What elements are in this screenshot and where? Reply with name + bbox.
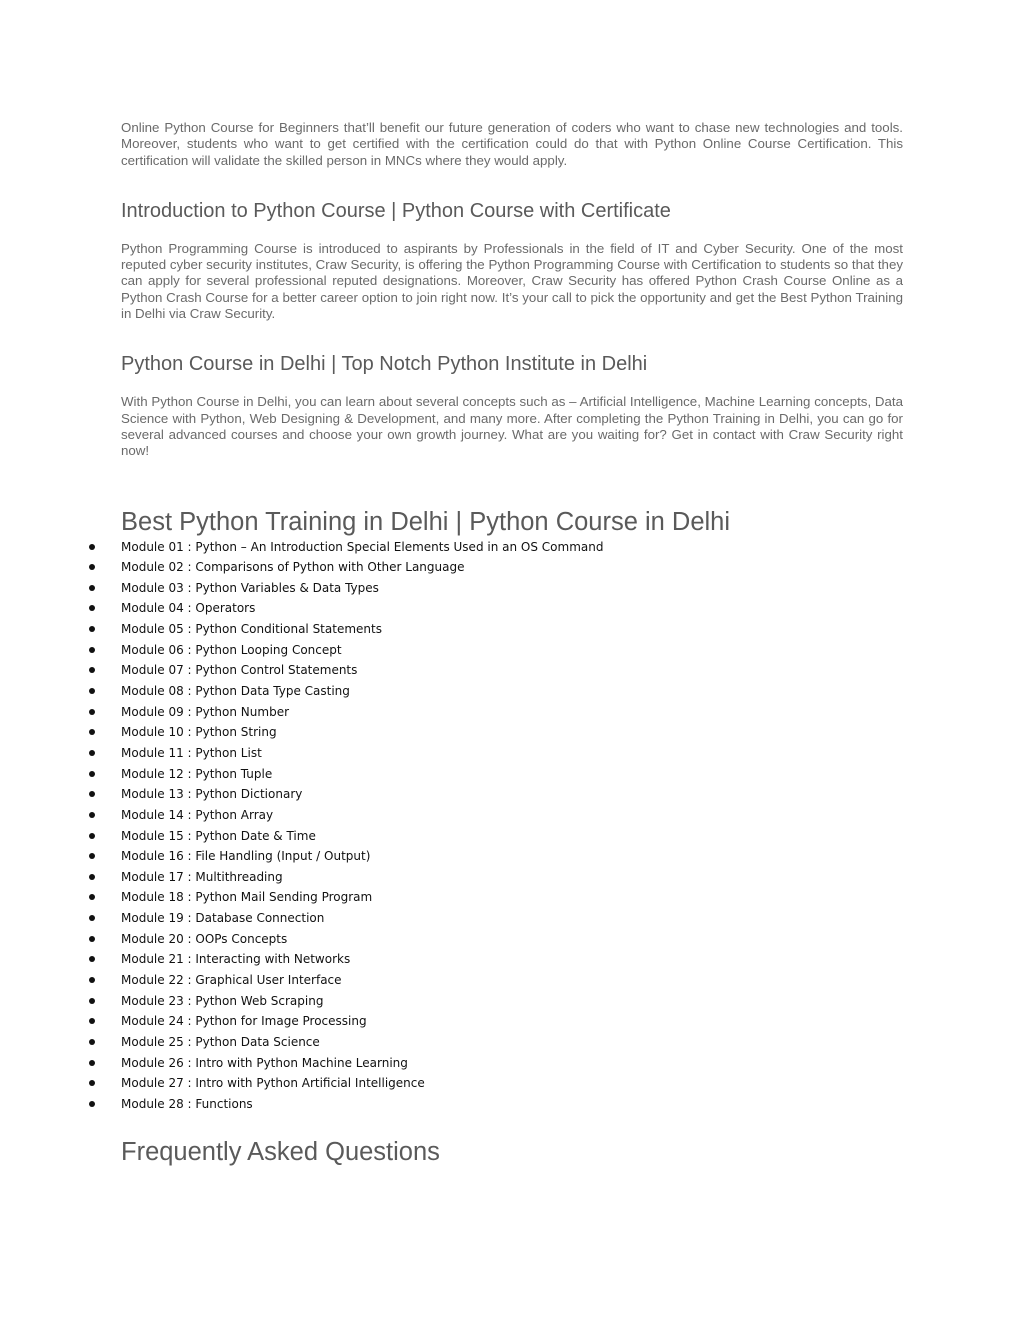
module-list-item: [121, 704, 903, 725]
module-list-item: [121, 910, 903, 931]
module-list-item: [121, 889, 903, 910]
module-list-item: [121, 662, 903, 683]
module-list-item: [121, 1096, 903, 1117]
bullet-icon: [89, 688, 95, 694]
module-list-item: [121, 621, 903, 642]
bullet-icon: [89, 956, 95, 962]
module-label: Module 24 : Python for Image Processing: [121, 1014, 367, 1029]
bullet-icon: [89, 729, 95, 735]
module-label: Module 19 : Database Connection: [121, 911, 325, 926]
module-list-item: [121, 828, 903, 849]
bullet-icon: [89, 709, 95, 715]
bullet-icon: [89, 874, 95, 880]
bullet-icon: [89, 894, 95, 900]
module-label: Module 15 : Python Date & Time: [121, 828, 316, 843]
bullet-icon: [89, 833, 95, 839]
module-label: Module 28 : Functions: [121, 1096, 253, 1111]
module-label: Module 22 : Graphical User Interface: [121, 973, 342, 988]
bullet-icon: [89, 750, 95, 756]
module-label: Module 01 : Python – An Introduction Special Elements Used in an OS Command: [121, 539, 604, 554]
module-label: Module 06 : Python Looping Concept: [121, 642, 342, 657]
module-label: Module 08 : Python Data Type Casting: [121, 684, 350, 699]
module-label: Module 12 : Python Tuple: [121, 766, 273, 781]
bullet-icon: [89, 936, 95, 942]
module-list-item: [121, 1013, 903, 1034]
module-list: [121, 539, 903, 1117]
bullet-icon: [89, 1018, 95, 1024]
module-list-item: [121, 683, 903, 704]
bullet-icon: [89, 915, 95, 921]
module-label: Module 02 : Comparisons of Python with Other Language: [121, 560, 465, 575]
bullet-icon: [89, 1060, 95, 1066]
module-label: Module 20 : OOPs Concepts: [121, 931, 288, 946]
module-label: Module 09 : Python Number: [121, 704, 290, 719]
bullet-icon: [89, 605, 95, 611]
bullet-icon: [89, 853, 95, 859]
document-page: [121, 120, 903, 1167]
module-label: Module 05 : Python Conditional Statements: [121, 622, 382, 637]
intro-course-paragraph: Python Programming Course is introduced to aspirants by Professionals in the field of IT and Cyber Security. One of the most reputed cyber security institutes, Craw Security, is offering the Python Programming Course with Certification to students so that they can apply for several professional reputed designations. Moreover, Craw Security has offered Python Crash Course Online as a Python Crash Course for a better career option to join right now. It’s your call to pick the opportunity and get the Best Python Training in Delhi via Craw Security.: [121, 240, 903, 322]
bullet-icon: [89, 544, 95, 550]
module-label: Module 26 : Intro with Python Machine Learning: [121, 1055, 408, 1070]
bullet-icon: [89, 977, 95, 983]
bullet-icon: [89, 771, 95, 777]
module-label: Module 14 : Python Array: [121, 807, 274, 822]
module-label: Module 07 : Python Control Statements: [121, 663, 358, 678]
module-list-item: [121, 559, 903, 580]
module-list-item: [121, 869, 903, 890]
module-list-item: [121, 972, 903, 993]
module-list-item: [121, 786, 903, 807]
module-list-item: [121, 1075, 903, 1096]
delhi-course-paragraph: With Python Course in Delhi, you can learn about several concepts such as – Artificial Intelligence, Machine Learning concepts, Data Science with Python, Web Designing & Development, and many more. After completing the Python Training in Delhi, you can go for several advanced courses and choose your own growth journey. What are you waiting for? Get in contact with Craw Security right now!: [121, 394, 903, 459]
module-label: Module 04 : Operators: [121, 601, 256, 616]
bullet-icon: [89, 812, 95, 818]
module-label: Module 11 : Python List: [121, 745, 262, 760]
module-label: Module 21 : Interacting with Networks: [121, 952, 351, 967]
module-label: Module 23 : Python Web Scraping: [121, 993, 324, 1008]
module-list-item: [121, 539, 903, 560]
module-label: Module 13 : Python Dictionary: [121, 787, 303, 802]
module-list-item: [121, 931, 903, 952]
module-label: Module 03 : Python Variables & Data Types: [121, 580, 379, 595]
bullet-icon: [89, 585, 95, 591]
intro-course-heading: Introduction to Python Course | Python Course with Certificate: [121, 199, 671, 222]
module-list-item: [121, 1055, 903, 1076]
module-label: Module 17 : Multithreading: [121, 869, 283, 884]
intro-paragraph: Online Python Course for Beginners that’ll benefit our future generation of coders who want to chase new technologies and tools. Moreover, students who want to get certified with the certification could do that with Python Online Course Certification. This certification will validate the skilled person in MNCs where they would apply.: [121, 120, 903, 168]
module-list-item: [121, 993, 903, 1014]
bullet-icon: [89, 1101, 95, 1107]
module-label: Module 16 : File Handling (Input / Output): [121, 849, 371, 864]
module-label: Module 27 : Intro with Python Artificial Intelligence: [121, 1076, 425, 1091]
bullet-icon: [89, 647, 95, 653]
bullet-icon: [89, 1039, 95, 1045]
best-training-heading: Best Python Training in Delhi | Python Course in Delhi: [121, 507, 731, 536]
module-list-item: [121, 766, 903, 787]
module-label: Module 18 : Python Mail Sending Program: [121, 890, 373, 905]
module-list-item: [121, 642, 903, 663]
delhi-course-heading: Python Course in Delhi | Top Notch Python Institute in Delhi: [121, 353, 648, 376]
bullet-icon: [89, 998, 95, 1004]
module-list-item: [121, 600, 903, 621]
bullet-icon: [89, 564, 95, 570]
module-list-item: [121, 724, 903, 745]
module-label: Module 25 : Python Data Science: [121, 1034, 320, 1049]
module-list-item: [121, 745, 903, 766]
module-list-item: [121, 951, 903, 972]
bullet-icon: [89, 1080, 95, 1086]
bullet-icon: [89, 667, 95, 673]
module-list-item: [121, 807, 903, 828]
module-label: Module 10 : Python String: [121, 725, 277, 740]
bullet-icon: [89, 626, 95, 632]
faq-heading: Frequently Asked Questions: [121, 1137, 440, 1166]
module-list-item: [121, 1034, 903, 1055]
module-list-item: [121, 848, 903, 869]
bullet-icon: [89, 791, 95, 797]
module-list-item: [121, 580, 903, 601]
